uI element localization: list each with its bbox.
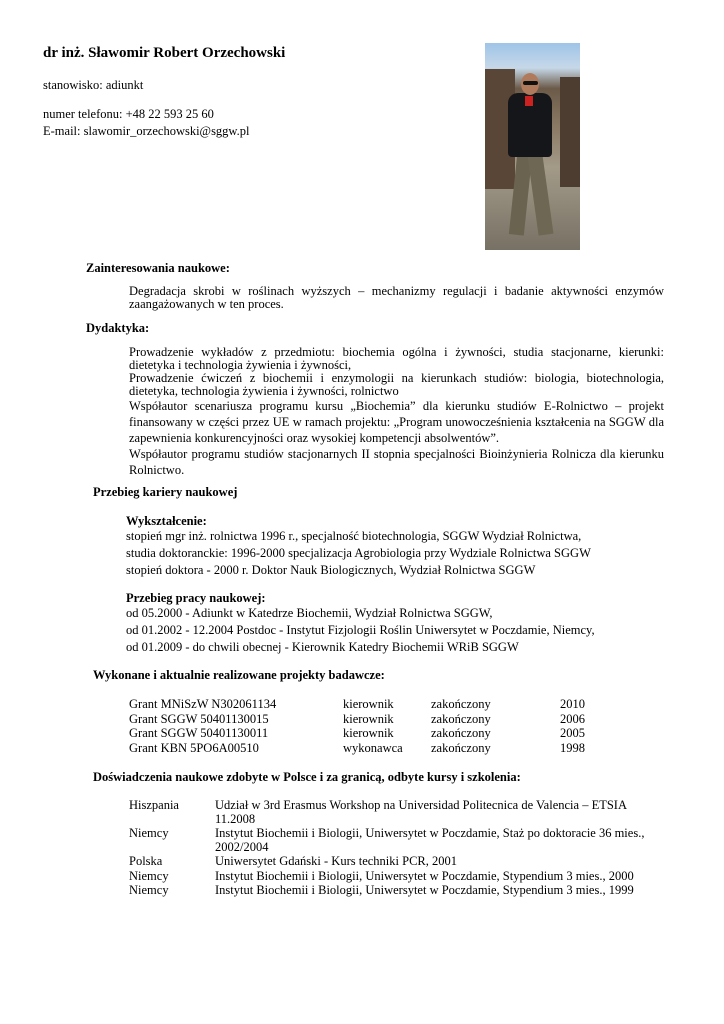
experience-heading: Doświadczenia naukowe zdobyte w Polsce i za granicą, odbyte kursy i szkolenia:	[93, 770, 521, 784]
table-row	[129, 712, 629, 727]
grant-name: Grant SGGW 50401130011	[129, 726, 269, 740]
experience-country: Hiszpania	[129, 798, 179, 812]
email-address: E-mail: slawomir_orzechowski@sggw.pl	[43, 124, 250, 138]
grant-name: Grant MNiSzW N302061134	[129, 697, 277, 711]
grant-year: 2010	[560, 697, 585, 711]
didactics-paragraph: Prowadzenie wykładów z przedmiotu: biochemia ogólna i żywności, studia stacjonarne, kierunki: dietetyka i technologia żywienia i żywności,	[129, 345, 664, 372]
phone-number: numer telefonu: +48 22 593 25 60	[43, 107, 214, 121]
person-name: dr inż. Sławomir Robert Orzechowski	[43, 45, 286, 61]
education-item: stopień mgr inż. rolnictwa 1996 r., specjalność biotechnologia, SGGW Wydział Rolnictwa,	[126, 529, 582, 543]
experience-country: Niemcy	[129, 826, 169, 840]
experience-description: Uniwersytet Gdański - Kurs techniki PCR, 2001	[215, 854, 457, 868]
table-row	[129, 741, 629, 756]
didactics-paragraph: Współautor scenariusza programu kursu „Biochemia” dla kierunku studiów E-Rolnictwo – projekt finansowany w części przez UE w ramach projektu: „Program unowocześnienia kształcenia na SGGW dla zapewnienia konkurencyjności oraz wysokiej kompetencji absolwentów”.	[129, 399, 664, 445]
grant-status: zakończony	[431, 711, 491, 726]
grant-role: kierownik	[343, 711, 394, 726]
education-item: studia doktoranckie: 1996-2000 specjalizacja Agrobiologia przy Wydziale Rolnictwa SGGW	[126, 546, 591, 560]
interests-text: Degradacja skrobi w roślinach wyższych – mechanizmy regulacji i badanie aktywności enzymów zaangażowanych w ten proces.	[129, 284, 664, 311]
education-heading: Wykształcenie:	[126, 514, 207, 528]
education-item: stopień doktora - 2000 r. Doktor Nauk Biologicznych, Wydział Rolnictwa SGGW	[126, 563, 536, 577]
experience-country: Niemcy	[129, 883, 169, 897]
interests-heading: Zainteresowania naukowe:	[86, 261, 230, 275]
didactics-paragraph: Współautor programu studiów stacjonarnych II stopnia specjalności Bioinżynieria Rolnicza dla kierunku Rolnictwo.	[129, 447, 664, 477]
profile-photo	[485, 43, 580, 250]
work-item: od 05.2000 - Adiunkt w Katedrze Biochemii, Wydział Rolnictwa SGGW,	[126, 606, 493, 620]
grant-status: zakończony	[431, 740, 491, 755]
list-item	[129, 799, 660, 826]
grant-role: kierownik	[343, 697, 394, 711]
experience-description: Instytut Biochemii i Biologii, Uniwersytet w Poczdamie, Stypendium 3 mies., 2000	[215, 868, 634, 883]
grant-status: zakończony	[431, 697, 491, 711]
table-row	[129, 697, 629, 712]
didactics-heading: Dydaktyka:	[86, 321, 150, 335]
grant-name: Grant SGGW 50401130015	[129, 711, 269, 726]
work-item: od 01.2009 - do chwili obecnej - Kierownik Katedry Biochemii WRiB SGGW	[126, 640, 519, 654]
experience-country: Niemcy	[129, 868, 169, 883]
experience-country: Polska	[129, 854, 163, 868]
list-item	[129, 884, 660, 898]
grant-role: wykonawca	[343, 740, 403, 755]
list-item	[129, 827, 660, 854]
work-item: od 01.2002 - 12.2004 Postdoc - Instytut Fizjologii Roślin Uniwersytet w Poczdamie, Niemcy,	[126, 623, 595, 637]
projects-table	[129, 697, 629, 755]
experience-description: Instytut Biochemii i Biologii, Uniwersytet w Poczdamie, Stypendium 3 mies., 1999	[215, 883, 634, 897]
grant-year: 2005	[560, 726, 585, 740]
grant-status: zakończony	[431, 726, 491, 740]
grant-year: 2006	[560, 711, 585, 726]
work-list	[126, 605, 595, 656]
projects-heading: Wykonane i aktualnie realizowane projekty badawcze:	[93, 668, 385, 682]
education-list	[126, 528, 591, 579]
career-heading: Przebieg kariery naukowej	[93, 485, 238, 499]
work-heading: Przebieg pracy naukowej:	[126, 591, 266, 605]
experience-description: Udział w 3rd Erasmus Workshop na Universidad Politecnica de Valencia – ETSIA 11.2008	[215, 798, 627, 826]
job-position: stanowisko: adiunkt	[43, 78, 144, 92]
experience-description: Instytut Biochemii i Biologii, Uniwersytet w Poczdamie, Staż po doktoracie 36 mies., 2002/2004	[215, 826, 645, 854]
table-row	[129, 726, 629, 741]
list-item	[129, 870, 660, 884]
experience-list	[129, 799, 660, 899]
didactics-paragraph: Prowadzenie ćwiczeń z biochemii i enzymologii na kierunkach studiów: biologia, biotechnologia, dietetyka, technologia żywienia i żywności, rolnictwo	[129, 371, 664, 398]
list-item	[129, 855, 660, 869]
didactics-text	[129, 346, 664, 478]
grant-year: 1998	[560, 740, 585, 755]
grant-name: Grant KBN 5PO6A00510	[129, 740, 259, 755]
grant-role: kierownik	[343, 726, 394, 740]
